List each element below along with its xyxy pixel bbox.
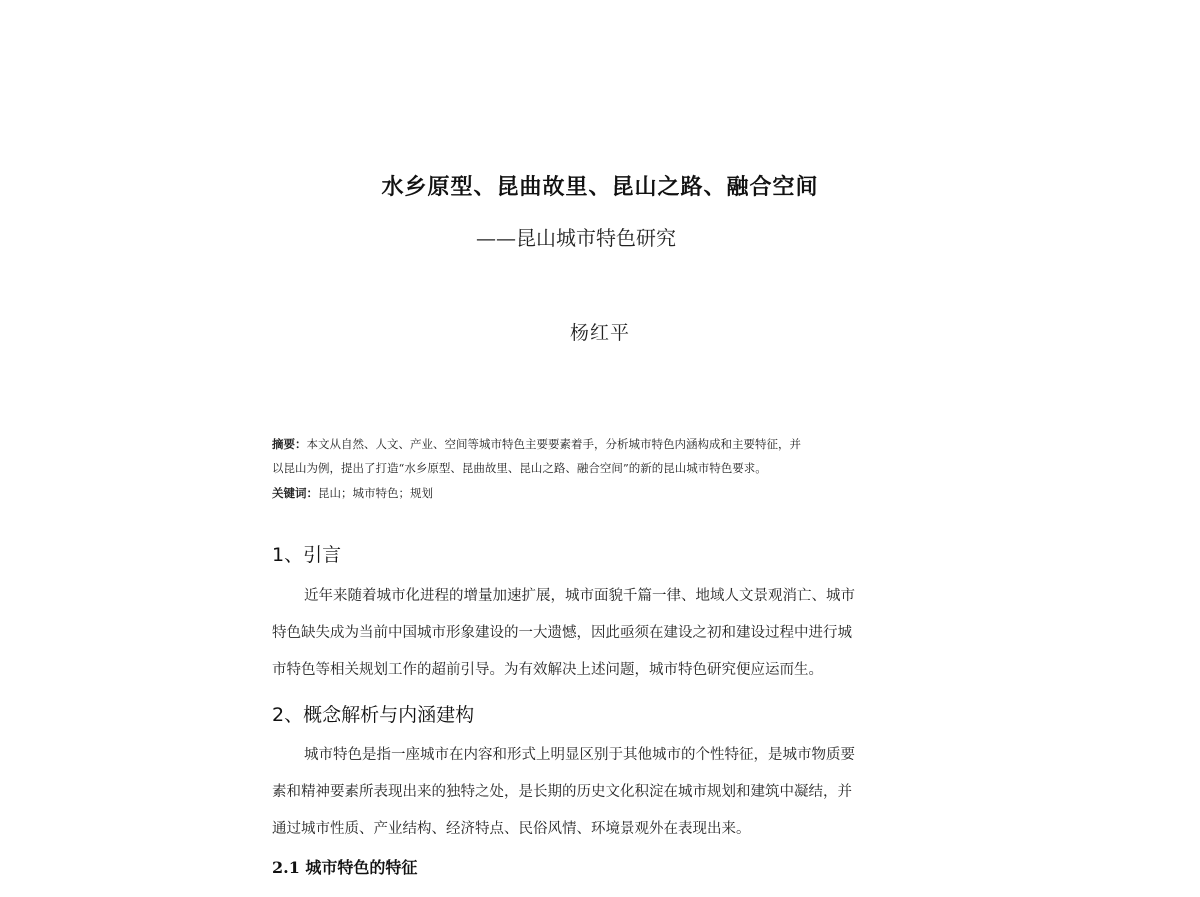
section-concept-paragraph bbox=[272, 737, 926, 848]
section-intro-paragraph bbox=[272, 578, 926, 689]
paper-subtitle: ——昆山城市特色研究 bbox=[476, 226, 676, 250]
keywords-label: 关键词： bbox=[272, 486, 318, 500]
paper-title: 水乡原型、昆曲故里、昆山之路、融合空间 bbox=[381, 175, 819, 200]
section-heading-concept: 2、概念解析与内涵建构 bbox=[272, 704, 475, 726]
paragraph-line: 近年来随着城市化进程的增量加速扩展，城市面貌千篇一律、地域人文景观消亡、城市 bbox=[304, 588, 855, 604]
abstract-text-2: 以昆山为例，提出了打造“水乡原型、昆曲故里、昆山之路、融合空间”的新的昆山城市特色要求。 bbox=[272, 461, 767, 475]
paragraph-line: 市特色等相关规划工作的超前引导。为有效解决上述问题，城市特色研究便应运而生。 bbox=[272, 662, 823, 678]
abstract-text-1: 本文从自然、人文、产业、空间等城市特色主要要素着手，分析城市特色内涵构成和主要特征，并 bbox=[306, 437, 801, 451]
paragraph-line: 素和精神要素所表现出来的独特之处，是长期的历史文化积淀在城市规划和建筑中凝结，并 bbox=[272, 784, 852, 800]
abstract-line-1 bbox=[272, 432, 928, 456]
abstract-label: 摘要： bbox=[272, 437, 307, 451]
subsection-heading-features: 2.1 城市特色的特征 bbox=[272, 858, 418, 877]
paper-author: 杨红平 bbox=[569, 322, 630, 344]
section-heading-intro: 1、引言 bbox=[272, 544, 342, 566]
keywords bbox=[272, 481, 433, 505]
paragraph-line: 通过城市性质、产业结构、经济特点、民俗风情、环境景观外在表现出来。 bbox=[272, 821, 751, 837]
paragraph-line: 特色缺失成为当前中国城市形象建设的一大遗憾，因此亟须在建设之初和建设过程中进行城 bbox=[272, 625, 852, 641]
paragraph-line: 城市特色是指一座城市在内容和形式上明显区别于其他城市的个性特征，是城市物质要 bbox=[304, 747, 855, 763]
abstract bbox=[272, 432, 928, 480]
keywords-text: 昆山；城市特色；规划 bbox=[318, 486, 433, 500]
